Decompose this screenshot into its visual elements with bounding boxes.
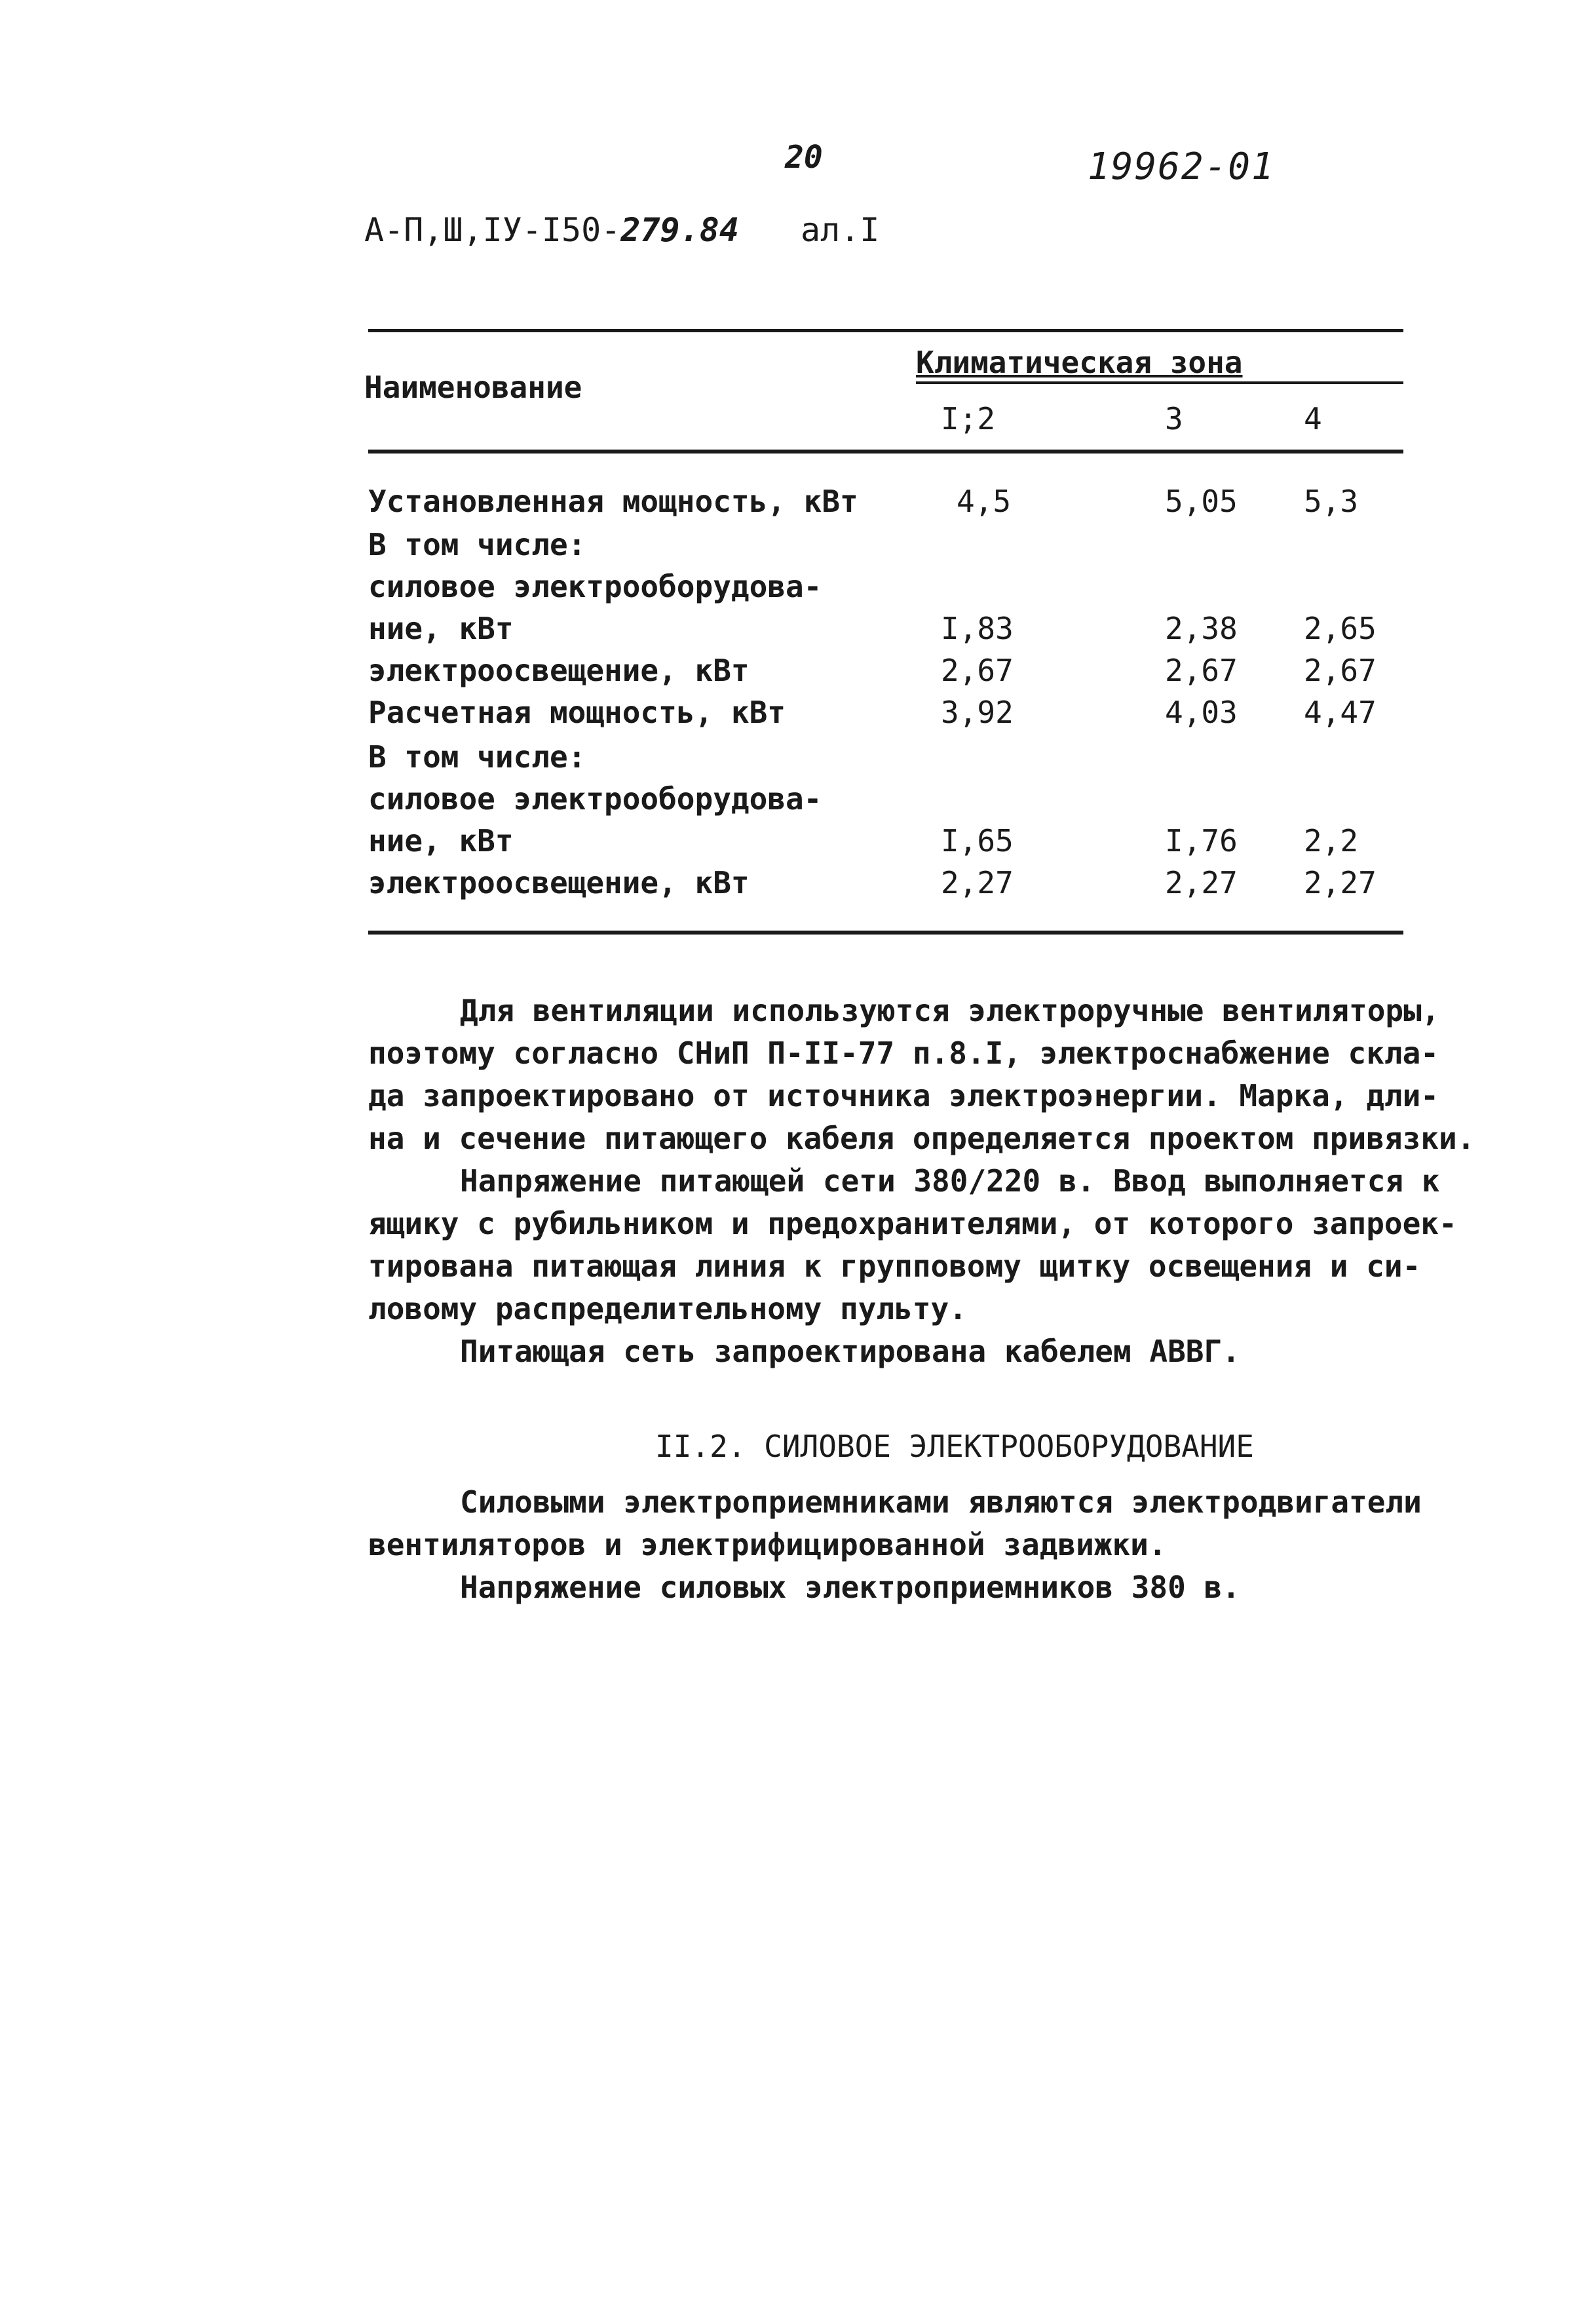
table-bottom-rule	[368, 931, 1403, 935]
zone-header-3: 3	[1165, 401, 1183, 436]
row-label: Установленная мощность, кВт	[368, 484, 858, 519]
sheet-label: ал.I	[801, 211, 880, 249]
paragraph-ventilation	[368, 990, 1475, 1160]
row-value-zone-1-2: 2,67	[941, 653, 1014, 688]
text-line: вентиляторов и электрифицированной задвижки.	[368, 1527, 1167, 1562]
row-value-zone-4: 2,27	[1304, 865, 1377, 900]
page-number: 20	[785, 139, 823, 176]
column-header-climate-zone: Климатическая зона	[916, 345, 1243, 380]
column-header-name: Наименование	[364, 370, 582, 405]
text-line: Напряжение питающей сети 380/220 в. Ввод выполняется к	[460, 1163, 1440, 1199]
header-bottom-rule	[368, 450, 1403, 454]
text-line: на и сечение питающего кабеля определяется проектом привязки.	[368, 1121, 1475, 1156]
document-code: 19962-01	[1088, 145, 1275, 188]
row-value-zone-1-2: I,65	[941, 823, 1014, 859]
row-value-zone-1-2: 2,27	[941, 865, 1014, 900]
row-value-zone-3: 2,38	[1165, 611, 1238, 646]
row-value-zone-1-2: 4,5	[957, 484, 1012, 519]
text-line: Для вентиляции используются электроручные вентиляторы,	[460, 993, 1440, 1028]
text-line: поэтому согласно СНиП П-II-77 п.8.I, электроснабжение скла-	[368, 1035, 1439, 1071]
document-id	[364, 211, 739, 249]
table-top-rule	[368, 329, 1403, 332]
row-label: ние, кВт	[368, 611, 514, 646]
text-line: тирована питающая линия к групповому щитку освещения и си-	[368, 1248, 1421, 1284]
row-label: Расчетная мощность, кВт	[368, 695, 786, 730]
row-value-zone-1-2: 3,92	[941, 695, 1014, 730]
row-value-zone-4: 5,3	[1304, 484, 1359, 519]
zone-header-1-2: I;2	[941, 401, 996, 436]
row-label: В том числе:	[368, 527, 586, 562]
row-label: силовое электрооборудова-	[368, 781, 822, 817]
document-id-handwritten: 279.84	[620, 211, 739, 249]
section-heading: II.2. СИЛОВОЕ ЭЛЕКТРООБОРУДОВАНИЕ	[655, 1429, 1254, 1464]
paragraph-receiver-voltage	[368, 1566, 1456, 1609]
text-line: Напряжение силовых электроприемников 380 в.	[460, 1570, 1240, 1605]
zone-header-rule	[916, 381, 1403, 384]
row-value-zone-4: 2,67	[1304, 653, 1377, 688]
row-value-zone-3: 2,67	[1165, 653, 1238, 688]
paragraph-voltage	[368, 1160, 1456, 1330]
row-label: ние, кВт	[368, 823, 514, 859]
text-line: Силовыми электроприемниками являются электродвигатели	[460, 1484, 1422, 1520]
row-value-zone-4: 2,65	[1304, 611, 1377, 646]
row-value-zone-4: 2,2	[1304, 823, 1359, 859]
row-label: электроосвещение, кВт	[368, 653, 750, 688]
text-line: Питающая сеть запроектирована кабелем АВВГ.	[460, 1334, 1240, 1369]
row-label: электроосвещение, кВт	[368, 865, 750, 900]
text-line: ящику с рубильником и предохранителями, от которого запроек-	[368, 1206, 1457, 1241]
row-value-zone-1-2: I,83	[941, 611, 1014, 646]
row-value-zone-3: 5,05	[1165, 484, 1238, 519]
paragraph-cable	[368, 1330, 1456, 1373]
text-line: да запроектировано от источника электроэнергии. Марка, дли-	[368, 1078, 1439, 1113]
row-label: В том числе:	[368, 739, 586, 775]
row-value-zone-3: I,76	[1165, 823, 1238, 859]
row-value-zone-3: 2,27	[1165, 865, 1238, 900]
document-id-prefix: А-П,Ш,IУ-I50-	[364, 211, 621, 249]
text-line: ловому распределительному пульту.	[368, 1291, 967, 1326]
paragraph-power-receivers	[368, 1481, 1456, 1566]
row-value-zone-4: 4,47	[1304, 695, 1377, 730]
row-label: силовое электрооборудова-	[368, 569, 822, 604]
row-value-zone-3: 4,03	[1165, 695, 1238, 730]
zone-header-4: 4	[1304, 401, 1322, 436]
